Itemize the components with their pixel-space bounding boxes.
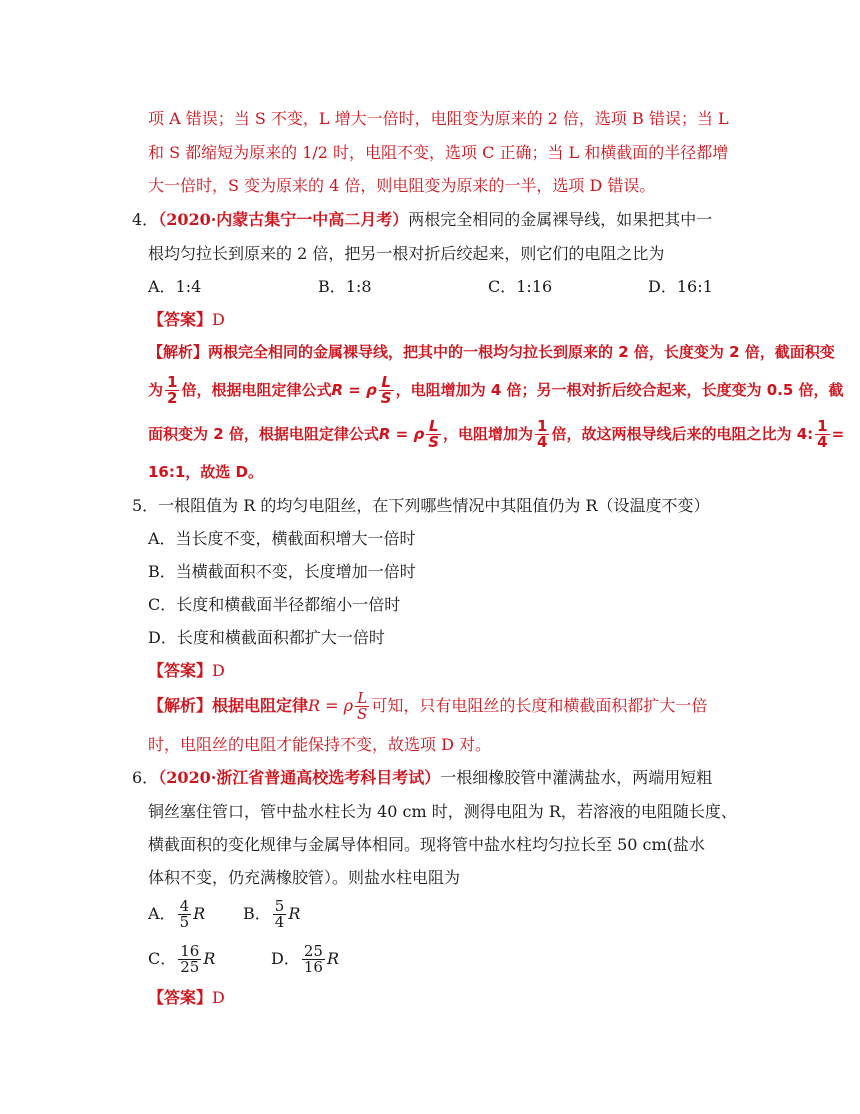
- answer-value: D: [212, 310, 225, 329]
- answer-tag: 【答案】: [148, 988, 213, 1007]
- question-4-option-d: D．16:1: [648, 277, 713, 296]
- question-4-stem-line-2: 根均匀拉长到原来的 2 倍，把另一根对折后绞起来，则它们的电阻之比为: [148, 244, 665, 263]
- question-6-answer: [148, 988, 225, 1008]
- question-4-stem: [132, 210, 712, 230]
- question-5-option-a: A．当长度不变，横截面积增大一倍时: [148, 529, 416, 548]
- formula-lhs: R = ρ: [378, 425, 425, 443]
- option-fraction: $\frac{5}{4}$: [274, 897, 285, 931]
- formula-lhs: R = ρ: [308, 696, 354, 715]
- question-5-stem: 5．一根阻值为 R 的均匀电阻丝，在下列哪些情况中其阻值仍为 R（设温度不变）: [132, 496, 710, 515]
- question-4-analysis-line-3: [148, 412, 844, 456]
- analysis-text: =: [831, 425, 845, 443]
- question-6-option-c: C． $\frac{16}{25}$ R: [148, 942, 216, 976]
- analysis-text: 倍，根据电阻定律公式: [181, 381, 332, 399]
- question-5-option-d: D．长度和横截面积都扩大一倍时: [148, 628, 385, 647]
- question-6-stem-line-3: 横截面积的变化规律与金属导体相同。现将管中盐水柱均匀拉长至 50 cm(盐水: [148, 835, 705, 854]
- analysis-continuation-line-2: 和 S 都缩短为原来的 1/2 时，电阻不变，选项 C 正确；当 L 和横截面的半径都增: [148, 143, 729, 162]
- question-4-answer: [148, 310, 225, 330]
- fraction-one-quarter: $\frac{1}{4}$: [537, 417, 548, 451]
- analysis-continuation-line-3: 大一倍时，S 变为原来的 4 倍，则电阻变为原来的一半，选项 D 错误。: [148, 176, 656, 195]
- question-4-option-a: A．1:4: [148, 277, 202, 296]
- question-5-analysis-line-1: [148, 684, 707, 728]
- formula-lhs: R = ρ: [331, 381, 377, 399]
- fraction-l-over-s: $\frac{L}{S}$: [428, 417, 440, 451]
- question-source: （2020·内蒙古集宁一中高二月考）: [158, 210, 409, 229]
- fraction-one-half: $\frac{1}{2}$: [167, 373, 178, 407]
- analysis-text: 可知，只有电阻丝的长度和横截面积都扩大一倍: [371, 696, 708, 715]
- question-4-analysis-line-2: [148, 368, 844, 412]
- question-4-analysis-line-4: 16:1，故选 D。: [148, 463, 263, 481]
- question-6-stem: [132, 768, 712, 788]
- analysis-text: ，电阻增加为 4 倍；另一根对折后绞合起来，长度变为 0.5 倍，截: [395, 381, 844, 399]
- question-4-option-c: C．1:16: [488, 277, 553, 296]
- question-5-analysis-line-2: 时，电阻丝的电阻才能保持不变，故选项 D 对。: [148, 735, 492, 754]
- question-stem-text: 两根完全相同的金属裸导线，如果把其中一: [408, 210, 713, 229]
- question-number: 6．: [132, 768, 159, 787]
- question-5-answer: [148, 661, 225, 681]
- fraction-l-over-s: $\frac{L}{S}$: [380, 373, 392, 407]
- analysis-text: 面积变为 2 倍，根据电阻定律公式: [148, 425, 379, 443]
- question-number: 4．: [132, 210, 159, 229]
- option-fraction: $\frac{25}{16}$: [303, 942, 323, 976]
- fraction-one-quarter: $\frac{1}{4}$: [817, 417, 828, 451]
- question-6-option-b: B． $\frac{5}{4}$ R: [243, 897, 301, 931]
- fraction-l-over-s: $\frac{L}{S}$: [357, 689, 368, 723]
- answer-tag: 【答案】: [148, 661, 213, 680]
- analysis-text: 倍，故这两根导线后来的电阻之比为 4:: [551, 425, 814, 443]
- question-6-stem-line-2: 铜丝塞住管口，管中盐水柱长为 40 cm 时，测得电阻为 R，若溶液的电阻随长度、: [148, 802, 737, 821]
- analysis-text: 为: [148, 381, 164, 399]
- question-source: （2020·浙江省普通高校选考科目考试）: [158, 768, 441, 787]
- answer-value: D: [212, 988, 225, 1007]
- question-4-analysis-line-1: 【解析】两根完全相同的金属裸导线，把其中的一根均匀拉长到原来的 2 倍，长度变为 2 倍，截面积变: [148, 343, 835, 361]
- question-5-option-c: C．长度和横截面半径都缩小一倍时: [148, 595, 401, 614]
- question-stem-text: 一根细橡胶管中灌满盐水，两端用短粗: [440, 768, 713, 787]
- answer-value: D: [212, 661, 225, 680]
- question-6-option-a: A． $\frac{4}{5}$ R: [148, 897, 206, 931]
- question-5-option-b: B．当横截面积不变，长度增加一倍时: [148, 562, 416, 581]
- question-6-option-d: D． $\frac{25}{16}$ R: [271, 942, 339, 976]
- question-4-option-b: B．1:8: [318, 277, 372, 296]
- option-fraction: $\frac{4}{5}$: [179, 897, 190, 931]
- analysis-text: ，电阻增加为: [443, 425, 534, 443]
- answer-tag: 【答案】: [148, 310, 213, 329]
- analysis-text: 【解析】根据电阻定律: [148, 696, 309, 715]
- option-fraction: $\frac{16}{25}$: [180, 942, 200, 976]
- analysis-continuation-line-1: 项 A 错误；当 S 不变，L 增大一倍时，电阻变为原来的 2 倍，选项 B 错误；当 L: [148, 109, 729, 128]
- question-6-stem-line-4: 体积不变，仍充满橡胶管）。则盐水柱电阻为: [148, 868, 461, 887]
